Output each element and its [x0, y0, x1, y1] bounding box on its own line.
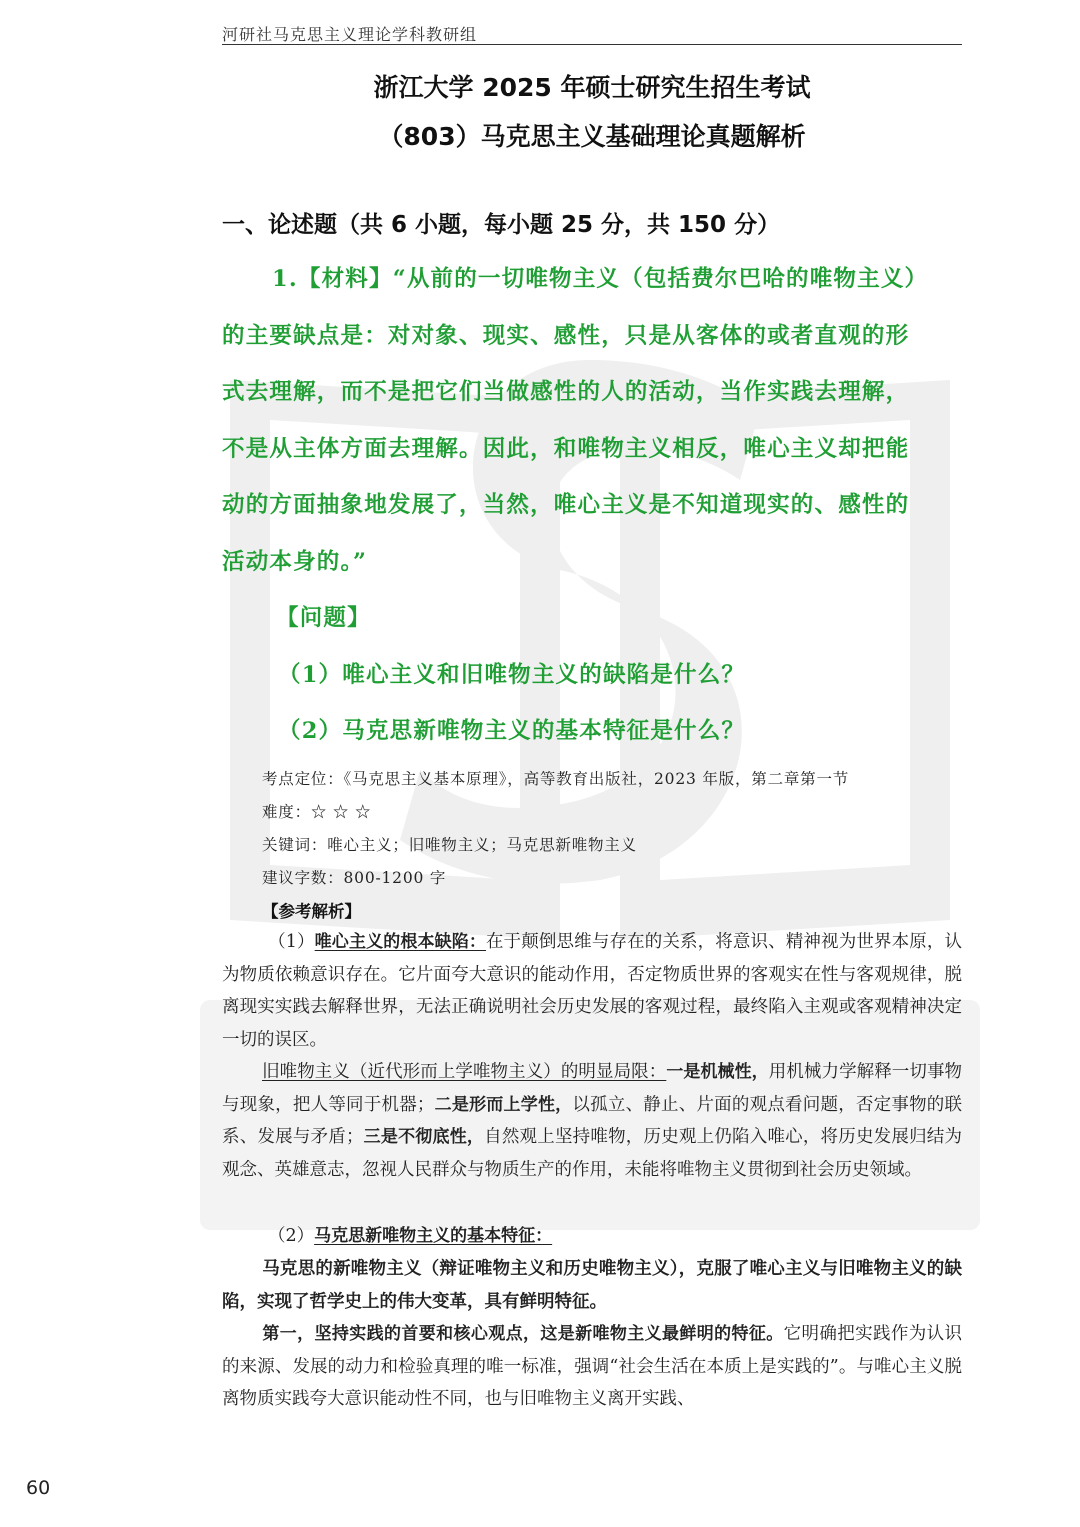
p1-heading: 唯心主义的根本缺陷： [314, 932, 487, 952]
analysis-label: 【参考解析】 [262, 902, 361, 921]
document-title-line1: 浙江大学 2025 年硕士研究生招生考试 [373, 73, 811, 102]
p5-bold: 第一，坚持实践的首要和核心观点，这是新唯物主义最鲜明的特征。 [262, 1324, 784, 1344]
sub-question-1: （1）唯心主义和旧唯物主义的缺陷是什么？ [278, 661, 746, 688]
sub-question-2: （2）马克思新唯物主义的基本特征是什么？ [278, 718, 746, 744]
header-rule [222, 44, 962, 45]
meta-keywords: 关键词：唯心主义；旧唯物主义；马克思新唯物主义 [262, 836, 637, 854]
material-line: 的主要缺点是：对对象、现实、感性，只是从客体的或者直观的形 [222, 322, 910, 349]
p3-number: （2） [268, 1226, 315, 1246]
analysis-paragraph-1 [222, 926, 962, 1056]
analysis-paragraph-2 [222, 1056, 962, 1186]
question-material [222, 251, 962, 590]
p4-text: 马克思的新唯物主义（辩证唯物主义和历史唯物主义），克服了唯心主义与旧唯物主义的缺陷，实现了哲学史上的伟大变革，具有鲜明特征。 [222, 1259, 962, 1312]
p1-number: （1） [268, 932, 315, 952]
analysis-paragraph-5 [222, 1318, 962, 1416]
material-line: 动的方面抽象地发展了，当然，唯心主义是不知道现实的、感性的 [222, 492, 910, 518]
analysis-paragraph-3 [222, 1220, 962, 1253]
meta-location: 考点定位：《马克思主义基本原理》，高等教育出版社，2023 年版，第二章第一节 [262, 770, 850, 788]
material-line: 不是从主体方面去理解。因此，和唯物主义相反，唯心主义却把能 [222, 435, 910, 462]
meta-difficulty: 难度：☆ ☆ ☆ [262, 803, 372, 821]
analysis-paragraph-4 [222, 1253, 962, 1318]
question-meta [262, 763, 962, 895]
p2-heading: 旧唯物主义（近代形而上学唯物主义）的明显局限： [262, 1062, 667, 1082]
material-line: 1.【材料】“从前的一切唯物主义（包括费尔巴哈的唯物主义） [272, 266, 929, 292]
p2-point-2-bold: 二是形而上学性， [434, 1094, 573, 1115]
p2-point-3-bold: 三是不彻底性， [363, 1127, 485, 1147]
question-list [222, 590, 962, 760]
material-line: 活动本身的。” [222, 548, 368, 575]
problem-label: 【问题】 [276, 605, 371, 631]
p2-point-1-bold: 一是机械性， [666, 1062, 769, 1082]
running-header: 河研社马克思主义理论学科教研组 [222, 25, 478, 44]
material-line: 式去理解，而不是把它们当做感性的人的活动，当作实践去理解， [222, 379, 910, 405]
p3-heading: 马克思新唯物主义的基本特征： [314, 1226, 553, 1246]
document-title-line2: （803）马克思主义基础理论真题解析 [378, 122, 806, 151]
p5-text: 它明确把实践作为认识的来源、发展的动力和检验真理的唯一标准，强调“社会生活在本质上是实践的”。与唯心主义脱离物质实践夸大意识能动性不同，也与旧唯物主义离开实践、 [222, 1324, 962, 1409]
p1-body: 在于颠倒思维与存在的关系，将意识、精神视为世界本原，认为物质依赖意识存在。它片面夸大意识的能动作用，否定物质世界的客观实在性与客观规律，脱离现实实践去解释世界，无法正确说明社会历史发展的客观过程，最终陷入主观或客观精神决定一切的误区。 [222, 932, 962, 1050]
p2-point-3-text: 自然观上坚持唯物，历史观上仍陷入唯心，将历史发展归结为观念、英雄意志，忽视人民群众与物质生产的作用，未能将唯物主义贯彻到社会历史领域。 [222, 1127, 963, 1180]
p2-point-2-text: 以孤立、静止、片面的观点看问题，否定事物的联系、发展与矛盾； [222, 1094, 963, 1147]
page-number: 60 [26, 1477, 51, 1499]
section-heading: 一、论述题（共 6 小题，每小题 25 分，共 150 分） [222, 212, 781, 238]
p2-point-1-text: 用机械力学解释一切事物与现象，把人等同于机器； [222, 1062, 963, 1115]
meta-word-count: 建议字数：800-1200 字 [262, 869, 447, 887]
